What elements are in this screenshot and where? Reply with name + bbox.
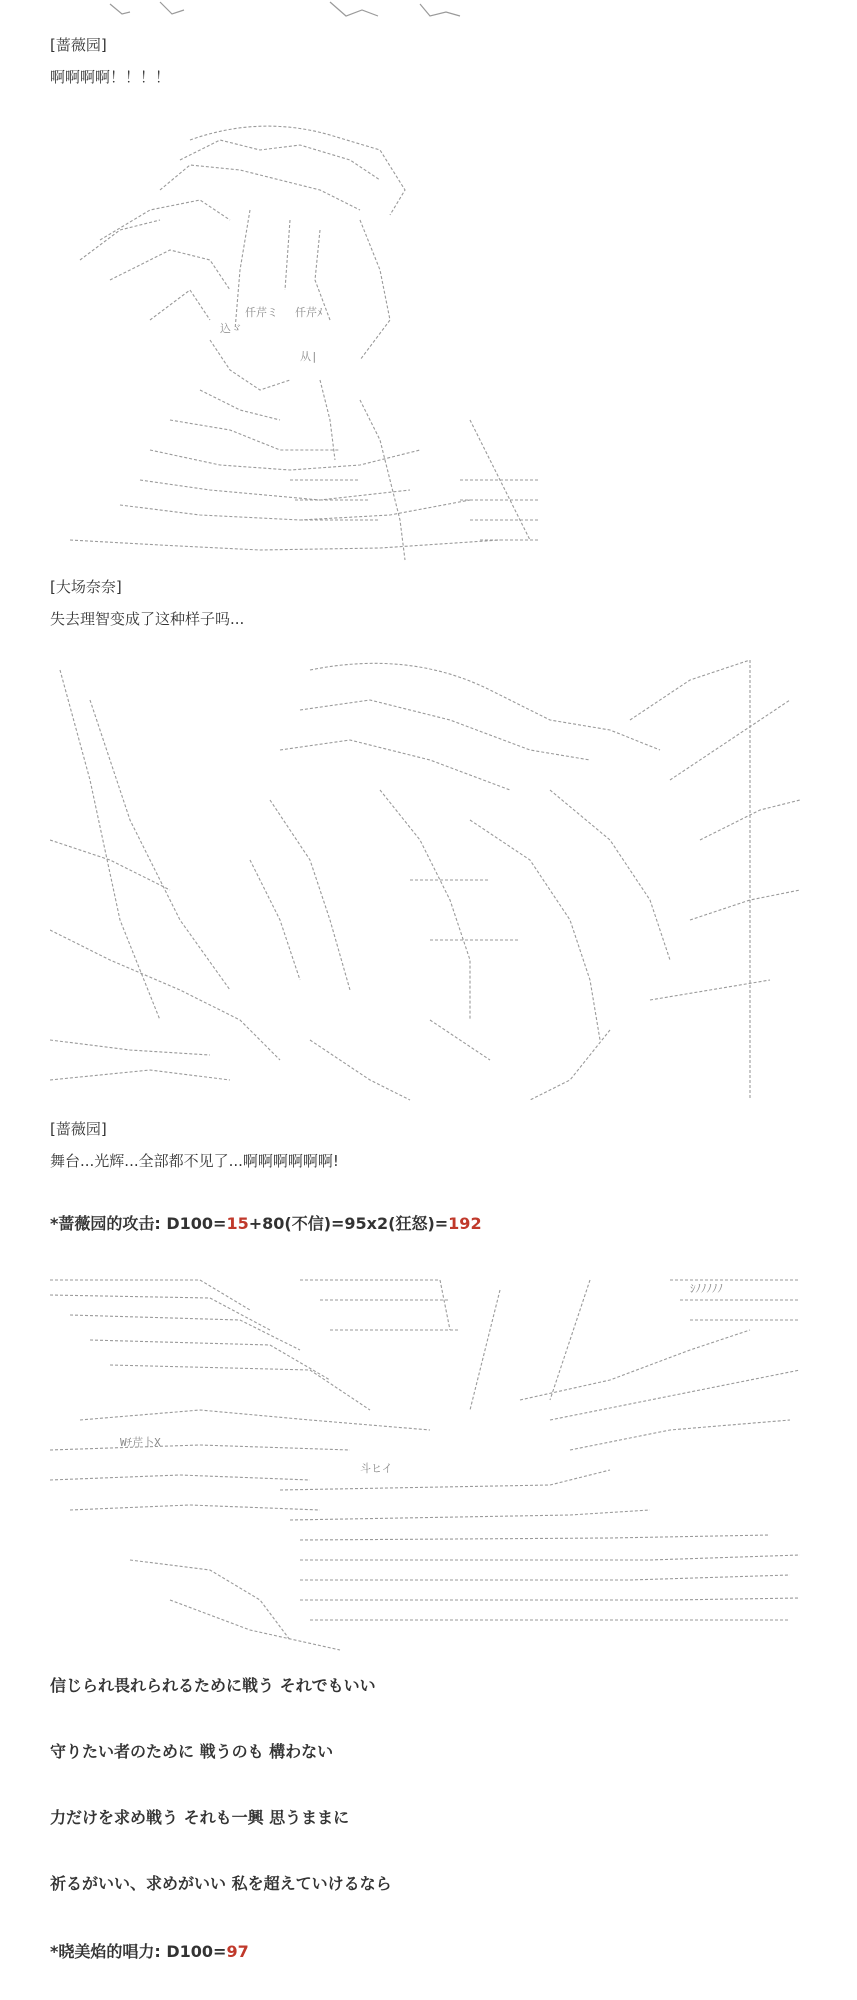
speaker-label: [大场奈奈] xyxy=(50,578,122,596)
art-stroke xyxy=(160,2,184,14)
attack-roll-value: 15 xyxy=(226,1214,249,1233)
lyric-line-2: 守りたい者のために 戦うのも 構わない xyxy=(50,1742,334,1761)
art-text: 込ゞ xyxy=(220,322,242,335)
art-stroke xyxy=(50,1475,310,1480)
attack-middle: +80(不信)=95x2(狂怒)= xyxy=(248,1214,449,1233)
ascii-art-top-fragment xyxy=(100,0,520,24)
art-stroke xyxy=(50,930,280,1060)
art-stroke xyxy=(280,740,510,790)
art-stroke xyxy=(270,800,350,990)
art-stroke xyxy=(80,1410,430,1430)
art-stroke xyxy=(570,1420,790,1450)
art-stroke xyxy=(120,500,470,520)
lyric-line-3: 力だけを求め戦う それも一興 思うままに xyxy=(50,1808,350,1827)
art-stroke xyxy=(130,1560,290,1640)
art-stroke xyxy=(190,126,405,215)
art-stroke xyxy=(300,1280,450,1330)
art-stroke xyxy=(60,670,160,1020)
speaker-label: [蔷薇园] xyxy=(50,36,107,54)
sing-result-value: 97 xyxy=(226,1942,249,1961)
art-stroke xyxy=(50,1295,270,1330)
art-stroke xyxy=(520,1330,750,1400)
art-stroke xyxy=(320,380,335,460)
art-stroke xyxy=(90,1340,330,1380)
art-stroke xyxy=(310,663,660,750)
art-stroke xyxy=(290,480,380,520)
art-stroke xyxy=(300,1535,770,1540)
ascii-art-portrait-2 xyxy=(50,660,800,1110)
sing-roll-line xyxy=(50,1942,249,1962)
art-stroke xyxy=(690,890,800,920)
art-stroke xyxy=(530,1030,610,1100)
lyric-line-1: 信じられ畏れられるために戦う それでもいい xyxy=(50,1676,376,1695)
ascii-art-portrait-1 xyxy=(60,120,580,565)
dialogue-line: 失去理智变成了这种样子吗... xyxy=(50,610,245,628)
art-stroke xyxy=(300,1598,800,1600)
art-stroke xyxy=(160,165,360,210)
art-stroke xyxy=(460,480,540,540)
art-stroke xyxy=(250,860,300,980)
art-stroke xyxy=(70,540,500,550)
art-stroke xyxy=(360,400,405,560)
ascii-art-battle xyxy=(50,1270,810,1665)
art-fragment-svg xyxy=(100,0,520,24)
speaker-label: [蔷薇园] xyxy=(50,1120,107,1138)
art-stroke xyxy=(90,700,230,990)
lyric-line-4: 祈るがいい、求めがいい 私を超えていけるなら xyxy=(50,1874,392,1893)
art-text: 从| xyxy=(300,350,318,363)
art-stroke xyxy=(630,660,750,720)
art-stroke xyxy=(420,4,460,16)
art-stroke xyxy=(550,790,670,960)
art-stroke xyxy=(110,4,130,14)
art-stroke xyxy=(100,200,230,240)
art-stroke xyxy=(310,1040,410,1100)
art-svg xyxy=(50,1270,810,1665)
art-svg xyxy=(60,120,580,565)
art-stroke xyxy=(280,1470,610,1490)
art-stroke xyxy=(650,980,770,1000)
art-stroke xyxy=(70,1505,320,1510)
dialogue-line: 舞台...光辉...全部都不见了...啊啊啊啊啊啊! xyxy=(50,1152,339,1170)
art-text: ｼﾉﾉﾉﾉﾉ xyxy=(690,1282,723,1295)
attack-prefix: *蔷薇园的攻击: D100= xyxy=(50,1214,227,1233)
art-stroke xyxy=(470,1290,500,1410)
art-stroke xyxy=(50,1070,230,1080)
art-stroke xyxy=(110,1365,370,1410)
art-svg xyxy=(50,660,800,1110)
art-stroke xyxy=(210,340,290,390)
art-text: 仟芹ミ xyxy=(245,306,278,319)
art-stroke xyxy=(300,1555,800,1560)
art-stroke xyxy=(170,1600,340,1650)
art-stroke xyxy=(550,1280,590,1400)
art-stroke xyxy=(150,450,420,470)
art-stroke xyxy=(380,790,470,1020)
art-stroke xyxy=(80,220,160,260)
art-text: Wﾁ芹卜X xyxy=(120,1436,161,1449)
art-stroke xyxy=(430,1020,490,1060)
art-stroke xyxy=(285,220,290,290)
dialogue-line: 啊啊啊啊！！！！ xyxy=(50,68,171,86)
attack-roll-line xyxy=(50,1214,482,1234)
attack-result-value: 192 xyxy=(448,1214,482,1233)
art-text: 斗ヒイ xyxy=(360,1462,393,1475)
sing-prefix: *晓美焰的唱力: D100= xyxy=(50,1942,227,1961)
art-stroke xyxy=(150,290,210,320)
art-stroke xyxy=(200,390,280,420)
art-stroke xyxy=(330,2,378,16)
art-stroke xyxy=(110,250,230,290)
art-stroke xyxy=(300,1575,790,1580)
art-stroke xyxy=(290,1510,650,1520)
art-stroke xyxy=(670,700,790,780)
art-stroke xyxy=(50,1040,210,1055)
art-stroke xyxy=(550,1370,800,1420)
art-stroke xyxy=(180,140,380,180)
art-stroke xyxy=(470,820,600,1040)
art-stroke xyxy=(170,420,340,450)
art-stroke xyxy=(50,1445,350,1450)
art-stroke xyxy=(360,220,390,360)
art-stroke xyxy=(140,480,410,500)
art-stroke xyxy=(50,1280,250,1310)
art-text: 仟芹ﾒ xyxy=(295,306,323,319)
art-stroke xyxy=(300,700,590,760)
